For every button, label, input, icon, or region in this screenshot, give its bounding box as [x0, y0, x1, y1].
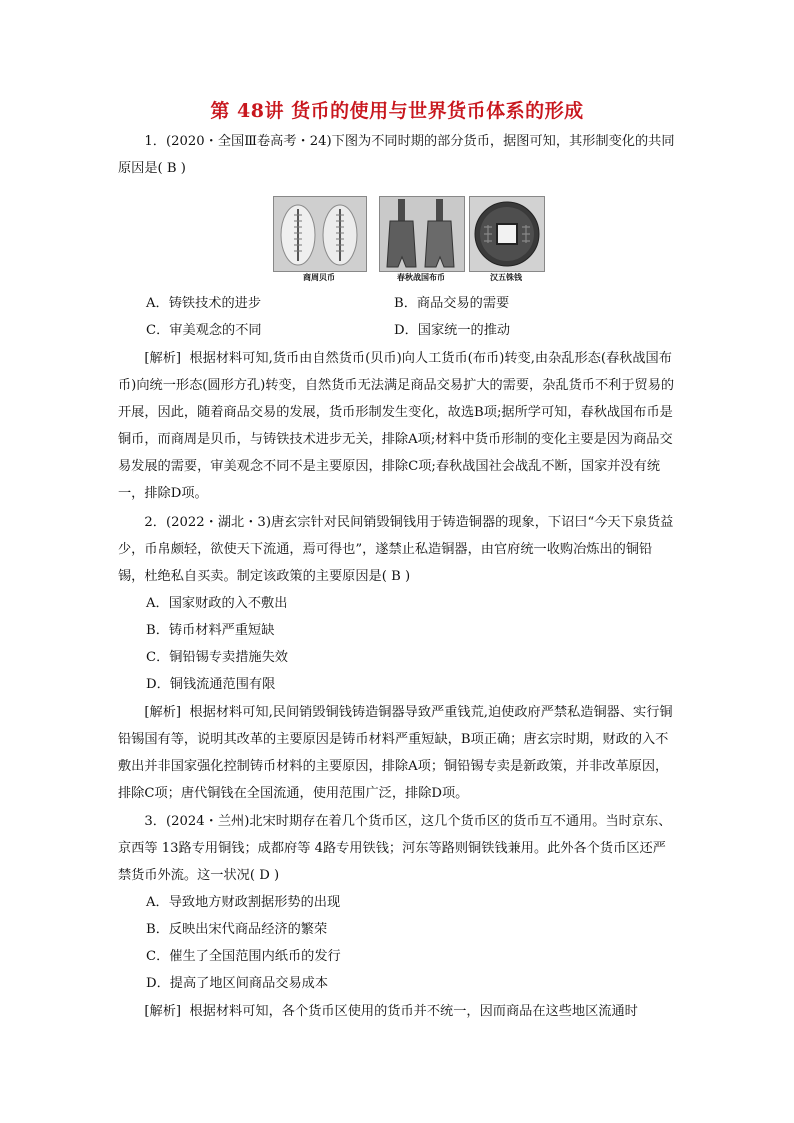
question-1-analysis [118, 345, 678, 507]
q2-option-c: C．铜铅锡专卖措施失效 [146, 650, 288, 665]
page-title: 第 48讲 货币的使用与世界货币体系的形成 [210, 100, 584, 122]
caption-wuzhu-coin: 汉五铢钱 [490, 272, 522, 282]
q3-option-a: A．导致地方财政割据形势的出现 [146, 895, 341, 910]
q1-option-d: D．国家统一的推动 [394, 323, 511, 338]
question-3-stem: 3．(2024・兰州)北宋时期存在着几个货币区，这几个货币区的货币互不通用。当时京东、京西等 13路专用铜钱；成都府等 4路专用铁钱；河东等路则铜铁钱兼用。此外各个货币区还严禁货币外流。这一状况( D ) [118, 814, 672, 883]
q1-option-b: B．商品交易的需要 [394, 296, 510, 311]
analysis-tag: [解析] [144, 1004, 182, 1019]
analysis-text: 根据材料可知,货币由自然货币(贝币)向人工货币(布币)转变,由杂乱形态(春秋战国布币)向统一形态(圆形方孔)转变，自然货币无法满足商品交易扩大的需要，杂乱货币不利于贸易的开展，因此，随着商品交易的发展，货币形制发生变化，故选B项;据所学可知，春秋战国布币是铜币，而商周是贝币，与铸铁技术进步无关，排除A项;材料中货币形制的变化主要是因为商品交易发展的需要，审美观念不同不是主要原因，排除C项;春秋战国社会战乱不断，国家并没有统一，排除D项。 [118, 351, 675, 501]
analysis-tag: [解析] [144, 351, 182, 366]
caption-spade-coin: 春秋战国布币 [397, 272, 445, 282]
spade-coin-image [379, 196, 465, 272]
q3-option-c: C．催生了全国范围内纸币的发行 [146, 949, 341, 964]
analysis-tag: [解析] [144, 705, 182, 720]
question-2-analysis [118, 699, 678, 807]
question-3-analysis [118, 998, 678, 1025]
q1-option-a: A．铸铁技术的进步 [146, 296, 262, 311]
q3-option-d: D．提高了地区间商品交易成本 [146, 976, 329, 991]
caption-cowrie: 商周贝币 [303, 272, 335, 282]
q3-option-b: B．反映出宋代商品经济的繁荣 [146, 922, 328, 937]
cowrie-shell-image [273, 196, 367, 272]
q2-option-b: B．铸币材料严重短缺 [146, 623, 275, 638]
analysis-text: 根据材料可知,民间销毁铜钱铸造铜器导致严重钱荒,迫使政府严禁私造铜器、实行铜铅锡国有等，说明其改革的主要原因是铸币材料严重短缺，B项正确；唐玄宗时期，财政的入不敷出并非国家强化控制铸币材料的主要原因，排除A项；铜铅锡专卖是新政策，并非改革原因，排除C项；唐代铜钱在全国流通，使用范围广泛，排除D项。 [118, 705, 673, 801]
question-1-stem: 1．(2020・全国Ⅲ卷高考・24)下图为不同时期的部分货币，据图可知，其形制变化的共同原因是( B ) [118, 134, 675, 176]
analysis-text: 根据材料可知，各个货币区使用的货币并不统一，因而商品在这些地区流通时 [189, 1004, 638, 1019]
question-2-stem: 2．(2022・湖北・3)唐玄宗针对民间销毁铜钱用于铸造铜器的现象，下诏曰“今天下泉货益少，币帛颇轻，欲使天下流通，焉可得也”，遂禁止私造铜器，由官府统一收购冶炼出的铜铅锡，杜绝私自买卖。制定该政策的主要原因是( B ) [118, 515, 674, 584]
q2-option-d: D．铜钱流通范围有限 [146, 677, 276, 692]
q1-option-c: C．审美观念的不同 [146, 323, 262, 338]
q2-option-a: A．国家财政的入不敷出 [146, 596, 288, 611]
wuzhu-coin-image [469, 196, 545, 272]
